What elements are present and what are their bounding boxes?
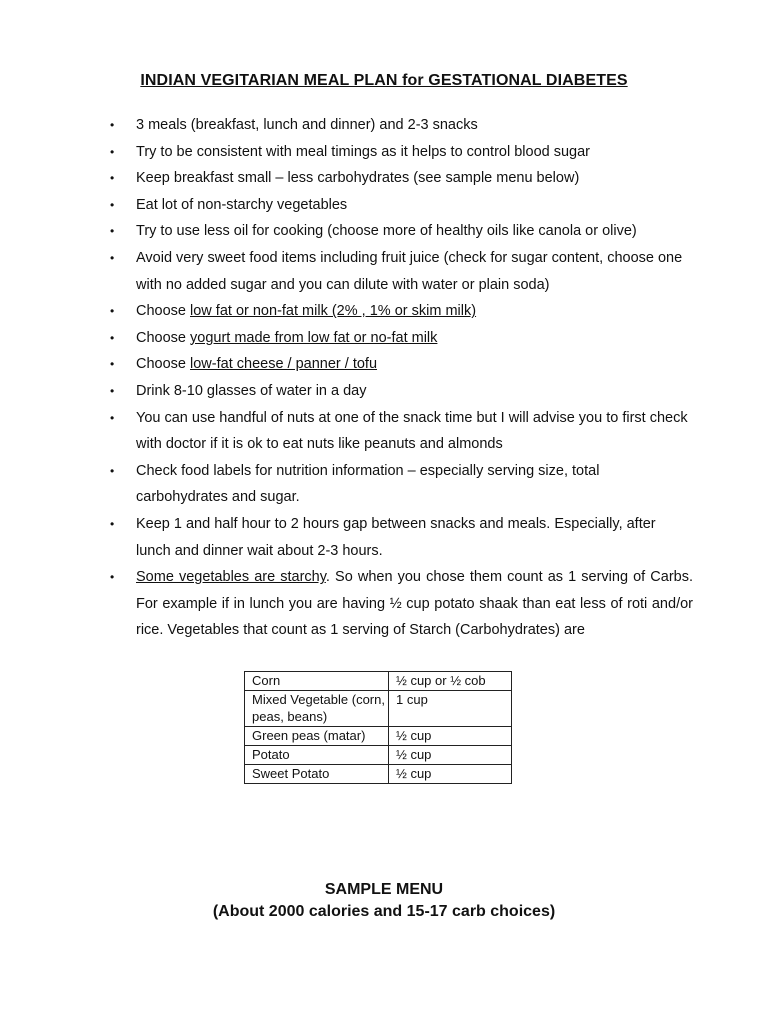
bullet-icon: • <box>110 118 115 132</box>
table-row <box>245 746 512 765</box>
bullet-icon: • <box>110 383 115 398</box>
bullet-icon: • <box>110 330 115 345</box>
document-title: INDIAN VEGITARIAN MEAL PLAN for GESTATIONAL DIABETES <box>140 72 628 89</box>
underlined-text: Some vegetables are starchy <box>136 569 326 586</box>
sample-menu-heading <box>0 879 768 923</box>
bullet-icon: • <box>110 357 115 372</box>
table-cell-serving: ½ cup <box>389 727 512 746</box>
list-item: • Keep breakfast small – less carbohydrates (see sample menu below) <box>108 165 693 192</box>
list-item: • Drink 8-10 glasses of water in a day <box>108 378 693 405</box>
bullet-icon: • <box>110 250 115 265</box>
underlined-text: yogurt made from low fat or no-fat milk <box>190 329 438 346</box>
list-item: • Try to be consistent with meal timings as it helps to control blood sugar <box>108 139 693 166</box>
table-row <box>245 727 512 746</box>
table-cell-serving: ½ cup <box>389 746 512 765</box>
table-cell-item: Corn <box>245 672 389 691</box>
list-item: • Check food labels for nutrition information – especially serving size, total carbohydrates and sugar. <box>108 458 693 511</box>
list-item: • 3 meals (breakfast, lunch and dinner) and 2-3 snacks <box>108 112 693 139</box>
underlined-text: low fat or non-fat milk (2% , 1% or skim milk) <box>190 303 477 320</box>
bullet-icon: • <box>110 570 115 585</box>
bullet-icon: • <box>110 197 115 212</box>
sample-menu-subtitle: (About 2000 calories and 15-17 carb choices) <box>212 903 556 920</box>
table-cell-item: Mixed Vegetable (corn, peas, beans) <box>245 691 389 727</box>
list-item: • You can use handful of nuts at one of the snack time but I will advise you to first check with doctor if it is ok to eat nuts like peanuts and almonds <box>108 405 693 458</box>
list-item: • Choose low fat or non-fat milk (2% , 1% or skim milk) <box>108 298 693 325</box>
guideline-list <box>108 112 693 644</box>
bullet-icon: • <box>110 410 115 425</box>
table-row <box>245 691 512 727</box>
table-row <box>245 765 512 784</box>
list-item: • Choose yogurt made from low fat or no-fat milk <box>108 325 693 352</box>
bullet-icon: • <box>110 171 115 186</box>
bullet-icon: • <box>110 224 115 239</box>
list-item: • Some vegetables are starchy. So when you chose them count as 1 serving of Carbs. For example if in lunch you are having ½ cup potato shaak than eat less of roti and/or rice. Vegetables that count as 1 serving of Starch (Carbohydrates) are <box>108 564 693 644</box>
list-item: • Keep 1 and half hour to 2 hours gap between snacks and meals. Especially, after lunch and dinner wait about 2-3 hours. <box>108 511 693 564</box>
table-cell-serving: ½ cup or ½ cob <box>389 672 512 691</box>
bullet-icon: • <box>110 144 115 159</box>
table-cell-serving: ½ cup <box>389 765 512 784</box>
bullet-icon: • <box>110 516 115 531</box>
table-cell-item: Sweet Potato <box>245 765 389 784</box>
starch-vegetable-table <box>244 671 512 784</box>
table-cell-item: Potato <box>245 746 389 765</box>
list-item: • Eat lot of non-starchy vegetables <box>108 192 693 219</box>
list-item: • Try to use less oil for cooking (choose more of healthy oils like canola or olive) <box>108 218 693 245</box>
table-row <box>245 672 512 691</box>
bullet-icon: • <box>110 304 115 319</box>
list-item: • Choose low-fat cheese / panner / tofu <box>108 351 693 378</box>
list-item: • Avoid very sweet food items including fruit juice (check for sugar content, choose one with no added sugar and you can dilute with water or plain soda) <box>108 245 693 298</box>
underlined-text: low-fat cheese / panner / tofu <box>190 356 378 373</box>
table-cell-item: Green peas (matar) <box>245 727 389 746</box>
sample-menu-title: SAMPLE MENU <box>324 881 444 898</box>
bullet-icon: • <box>110 463 115 478</box>
table-cell-serving: 1 cup <box>389 691 512 727</box>
